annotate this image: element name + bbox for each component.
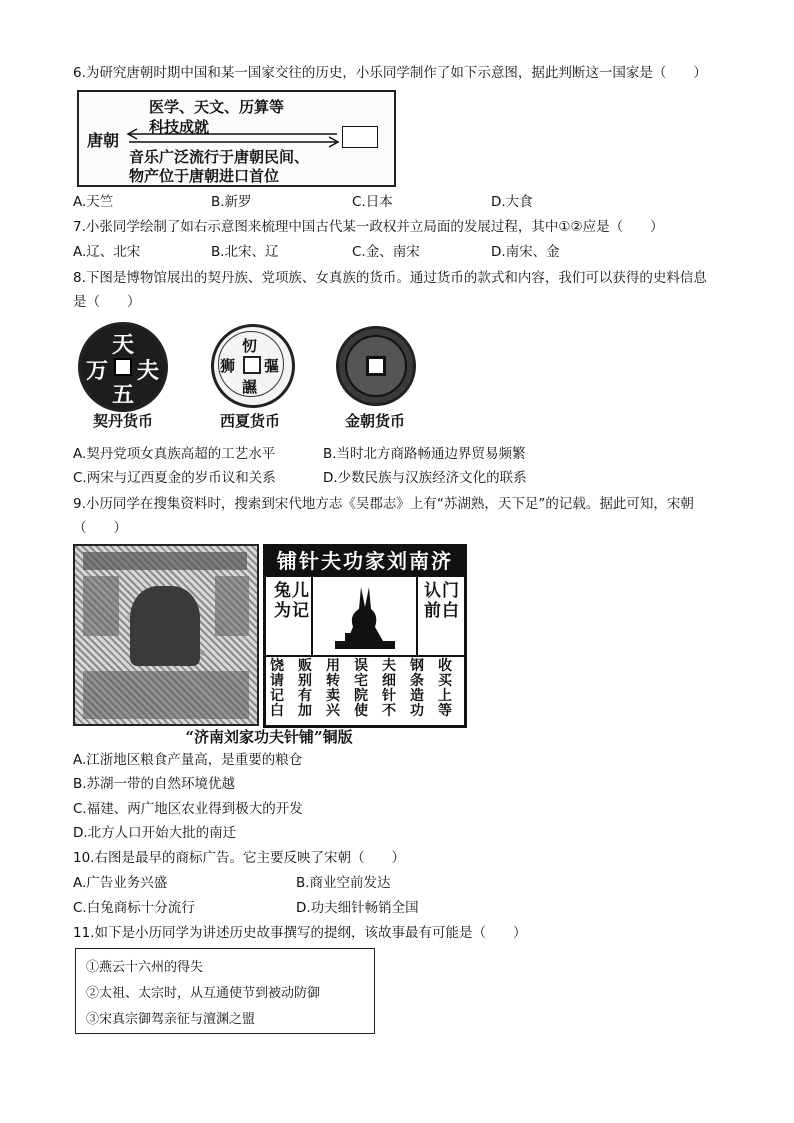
q8-coins-image bbox=[73, 320, 423, 432]
plate-left-vertical: 兔儿为记 bbox=[274, 581, 310, 621]
q7-stem: 7.小张同学绘制了如右示意图来梳理中国古代某一政权并立局面的发展过程，其中①②应是（ ） bbox=[73, 219, 664, 235]
q6-option-c[interactable]: C.日本 bbox=[352, 194, 393, 210]
xixia-coin bbox=[211, 324, 295, 408]
plate-col-6: 贩别有加 bbox=[298, 658, 312, 719]
white-rabbit-icon bbox=[321, 581, 409, 653]
q11-outline-item-1: ①燕云十六州的得失 bbox=[86, 960, 204, 975]
khitan-coin-caption: 契丹货币 bbox=[92, 412, 153, 430]
plate-col-3: 夫细针不 bbox=[382, 658, 396, 719]
plate-col-1: 收买上等 bbox=[438, 658, 452, 719]
q8-option-c[interactable]: C.两宋与辽西夏金的岁币议和关系 bbox=[73, 470, 276, 486]
q7-option-d[interactable]: D.南宋、金 bbox=[491, 244, 560, 260]
q9-option-b[interactable]: B.苏湖一带的自然环境优越 bbox=[73, 776, 236, 792]
q9-option-d[interactable]: D.北方人口开始大批的南迁 bbox=[73, 825, 237, 841]
q6-option-b[interactable]: B.新罗 bbox=[211, 194, 252, 210]
q9-option-a[interactable]: A.江浙地区粮食产量高，是重要的粮仓 bbox=[73, 752, 303, 768]
khitan-coin-char-bottom: 五 bbox=[112, 382, 135, 408]
q10-option-a[interactable]: A.广告业务兴盛 bbox=[73, 875, 168, 891]
q7-option-a[interactable]: A.辽、北宋 bbox=[73, 244, 141, 260]
xixia-coin-char-left: 狮 bbox=[220, 357, 236, 375]
q11-outline-item-3: ③宋真宗御驾亲征与澶渊之盟 bbox=[86, 1012, 256, 1027]
khitan-coin-char-right: 夫 bbox=[137, 358, 160, 384]
q8-option-d[interactable]: D.少数民族与汉族经济文化的联系 bbox=[323, 470, 527, 486]
q9-stem-line1: 9.小历同学在搜集资料时，搜索到宋代地方志《吴郡志》上有“苏湖熟，天下足”的记载。据此可知，宋朝 bbox=[73, 496, 694, 512]
q6-diagram-top-line1: 医学、天文、历算等 bbox=[149, 98, 285, 116]
q6-diagram bbox=[77, 90, 396, 187]
q11-stem: 11.如下是小历同学为讲述历史故事撰写的提纲，该故事最有可能是（ ） bbox=[73, 925, 527, 941]
jin-coin-caption: 金朝货币 bbox=[344, 412, 405, 430]
q6-diagram-bottom-line2: 物产位于唐朝进口首位 bbox=[129, 167, 280, 185]
q8-option-a[interactable]: A.契丹党项女真族高超的工艺水平 bbox=[73, 446, 276, 462]
q8-stem-line1: 8.下图是博物馆展出的契丹族、党项族、女真族的货币。通过货币的款式和内容，我们可以获得的史料信息 bbox=[73, 270, 707, 286]
xixia-coin-char-top: 㣼 bbox=[242, 337, 258, 355]
q11-outline-box bbox=[75, 948, 375, 1034]
q6-diagram-top-line2: 科技成就 bbox=[149, 118, 210, 136]
q6-option-a[interactable]: A.天竺 bbox=[73, 194, 114, 210]
plate-col-7: 饶请记白 bbox=[270, 658, 284, 719]
khitan-coin-char-top: 天 bbox=[112, 332, 135, 358]
q9-copper-plate-image bbox=[73, 542, 465, 746]
xixia-coin-caption: 西夏货币 bbox=[219, 412, 280, 430]
copper-plate-print bbox=[263, 544, 467, 728]
plate-col-4: 误宅院使 bbox=[354, 658, 368, 719]
q10-stem: 10.右图是最早的商标广告。它主要反映了宋朝（ ） bbox=[73, 850, 405, 866]
q8-stem-line2: 是（ ） bbox=[73, 294, 141, 310]
q10-option-d[interactable]: D.功夫细针畅销全国 bbox=[296, 900, 419, 916]
q8-option-b[interactable]: B.当时北方商路畅通边界贸易频繁 bbox=[323, 446, 526, 462]
q6-stem: 6.为研究唐朝时期中国和某一国家交往的历史，小乐同学制作了如下示意图，据此判断这一国家是（ ） bbox=[73, 65, 707, 81]
khitan-coin-char-left: 万 bbox=[86, 358, 109, 384]
q6-diagram-blank-box bbox=[342, 126, 378, 148]
q9-stem-line2: （ ） bbox=[73, 520, 127, 536]
q10-option-c[interactable]: C.白兔商标十分流行 bbox=[73, 900, 195, 916]
khitan-coin bbox=[78, 322, 168, 412]
q11-outline-item-2: ②太祖、太宗时，从互通使节到被动防御 bbox=[86, 986, 321, 1001]
plate-col-2: 钢条造功 bbox=[410, 658, 424, 719]
q9-option-c[interactable]: C.福建、两广地区农业得到极大的开发 bbox=[73, 801, 303, 817]
xixia-coin-char-bottom: 䜙 bbox=[242, 378, 258, 396]
plate-header: 济南刘家功夫针铺 bbox=[266, 547, 464, 575]
q6-diagram-bottom-line1: 音乐广泛流行于唐朝民间、 bbox=[129, 148, 310, 166]
copper-plate-rubbing bbox=[73, 544, 259, 726]
copper-plate-caption: “济南刘家功夫针铺”铜版 bbox=[185, 728, 353, 746]
jin-coin bbox=[336, 326, 416, 406]
plate-right-vertical: 认门前白 bbox=[424, 581, 460, 621]
plate-col-5: 用转卖兴 bbox=[326, 658, 340, 719]
plate-body-columns bbox=[270, 659, 460, 721]
q6-option-d[interactable]: D.大食 bbox=[491, 194, 533, 210]
q10-option-b[interactable]: B.商业空前发达 bbox=[296, 875, 391, 891]
q7-option-c[interactable]: C.金、南宋 bbox=[352, 244, 420, 260]
q6-diagram-tang-label: 唐朝 bbox=[87, 131, 120, 150]
q7-option-b[interactable]: B.北宋、辽 bbox=[211, 244, 279, 260]
xixia-coin-char-right: 彄 bbox=[264, 357, 280, 375]
